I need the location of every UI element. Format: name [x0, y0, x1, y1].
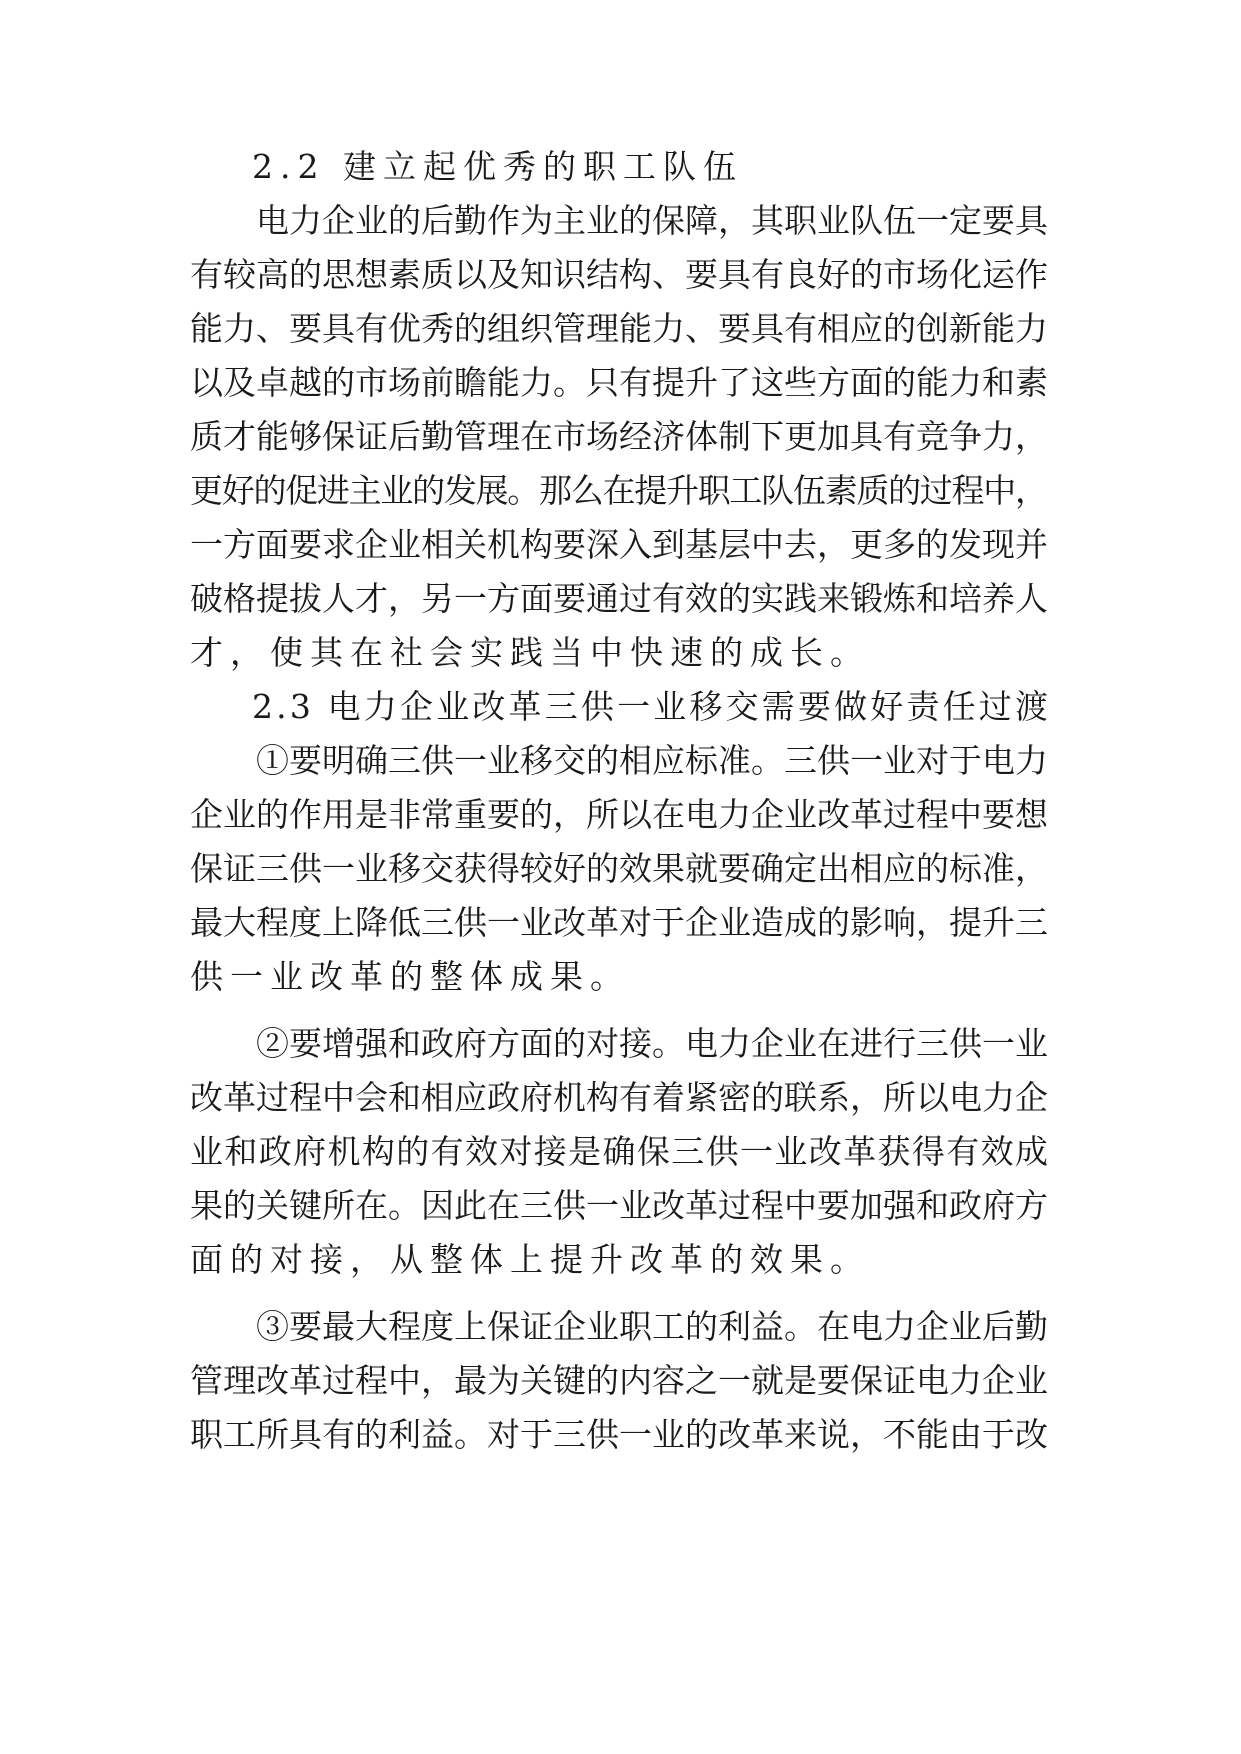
heading-text: 2.2 建立起优秀的职工队伍 [252, 147, 743, 186]
paragraph-line [0, 947, 1241, 1007]
line-text: 果的关键所在。因此在三供一业改革过程中要加强和政府方 [190, 1186, 1048, 1225]
paragraph-line [0, 1230, 1241, 1290]
paragraph-line [0, 569, 1241, 629]
paragraph-line [0, 407, 1241, 467]
paragraph-line [0, 839, 1241, 899]
paragraph-line [0, 191, 1241, 251]
paragraph-line [0, 353, 1241, 413]
line-text: 电力企业的后勤作为主业的保障，其职业队伍一定要具 [256, 201, 1048, 240]
line-text: 职工所具有的利益。对于三供一业的改革来说，不能由于改 [190, 1415, 1048, 1454]
line-text: 质才能够保证后勤管理在市场经济体制下更加具有竞争力， [190, 417, 1048, 456]
line-text: 业和政府机构的有效对接是确保三供一业改革获得有效成 [190, 1132, 1050, 1171]
line-text: 最大程度上降低三供一业改革对于企业造成的影响，提升三 [190, 903, 1048, 942]
line-text: 更好的促进主业的发展。那么在提升职工队伍素质的过程中， [190, 471, 1047, 510]
paragraph-line [0, 245, 1241, 305]
line-text: 才，使其在社会实践当中快速的成长。 [190, 633, 870, 672]
line-text: 破格提拔人才，另一方面要通过有效的实践来锻炼和培养人 [190, 579, 1048, 618]
line-text: ③要最大程度上保证企业职工的利益。在电力企业后勤 [256, 1307, 1048, 1346]
paragraph-line [0, 731, 1241, 791]
paragraph-line [0, 1351, 1241, 1411]
line-text: 能力、要具有优秀的组织管理能力、要具有相应的创新能力 [190, 309, 1048, 348]
paragraph-line [0, 1122, 1241, 1182]
heading-text: 2.3 电力企业改革三供一业移交需要做好责任过渡 [252, 687, 1052, 726]
paragraph-line [0, 1068, 1241, 1128]
paragraph-line [0, 1297, 1241, 1357]
paragraph-line [0, 1014, 1241, 1074]
paragraph-line [0, 515, 1241, 575]
line-text: 面的对接，从整体上提升改革的效果。 [190, 1240, 870, 1279]
section-heading-2-2 [0, 137, 1241, 197]
paragraph-line [0, 1176, 1241, 1236]
line-text: 企业的作用是非常重要的，所以在电力企业改革过程中要想 [190, 795, 1048, 834]
paragraph-line [0, 1405, 1241, 1465]
paragraph-line [0, 893, 1241, 953]
line-text: 供一业改革的整体成果。 [190, 957, 630, 996]
paragraph-line [0, 461, 1241, 521]
paragraph-line [0, 623, 1241, 683]
line-text: ②要增强和政府方面的对接。电力企业在进行三供一业 [256, 1024, 1048, 1063]
section-heading-2-3 [0, 677, 1241, 737]
line-text: 以及卓越的市场前瞻能力。只有提升了这些方面的能力和素 [190, 363, 1048, 402]
line-text: 一方面要求企业相关机构要深入到基层中去，更多的发现并 [190, 525, 1048, 564]
line-text: 改革过程中会和相应政府机构有着紧密的联系，所以电力企 [190, 1078, 1048, 1117]
line-text: ①要明确三供一业移交的相应标准。三供一业对于电力 [256, 741, 1048, 780]
paragraph-line [0, 299, 1241, 359]
paragraph-line [0, 785, 1241, 845]
line-text: 有较高的思想素质以及知识结构、要具有良好的市场化运作 [190, 255, 1048, 294]
line-text: 保证三供一业移交获得较好的效果就要确定出相应的标准， [190, 849, 1048, 888]
line-text: 管理改革过程中，最为关键的内容之一就是要保证电力企业 [190, 1361, 1048, 1400]
